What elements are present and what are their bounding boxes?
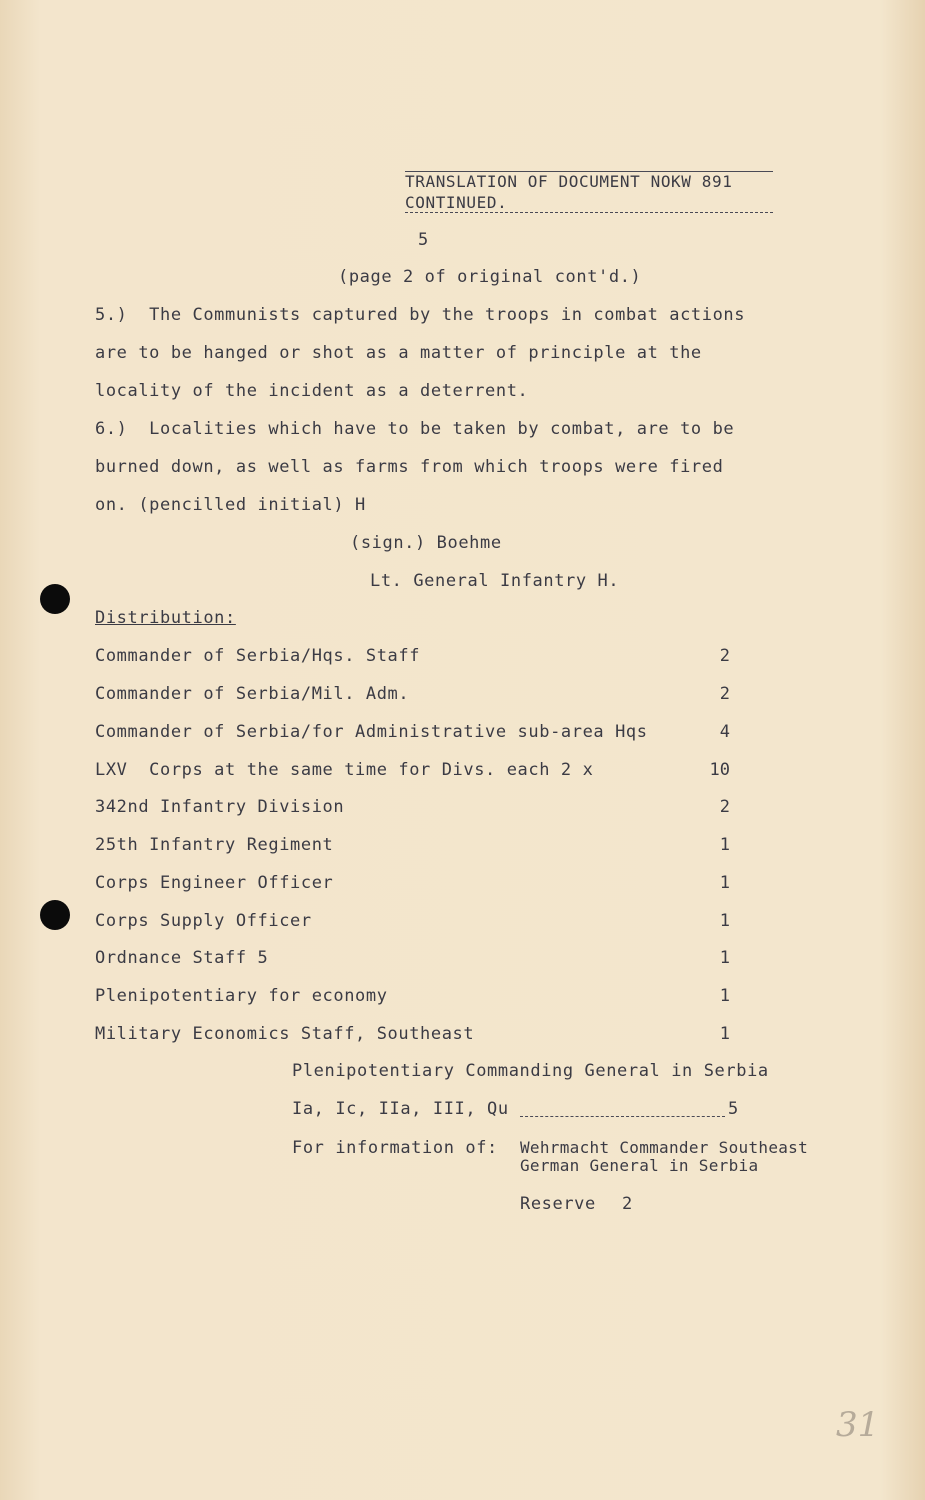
distribution-row-label: 342nd Infantry Division xyxy=(95,797,345,817)
document-title: TRANSLATION OF DOCUMENT NOKW 891 xyxy=(405,172,733,191)
reserve-count: 2 xyxy=(622,1194,633,1214)
paragraph-6-line-2: burned down, as well as farms from which troops were fired xyxy=(95,457,724,477)
distribution-row-label: LXV Corps at the same time for Divs. each 2 x xyxy=(95,760,594,780)
distribution-row-label: Corps Engineer Officer xyxy=(95,873,334,893)
page-number: 5 xyxy=(418,230,429,250)
info-recipient-2: German General in Serbia xyxy=(520,1156,759,1175)
page-note: (page 2 of original cont'd.) xyxy=(338,267,642,287)
distribution-row-count: 1 xyxy=(719,948,730,968)
paragraph-5-line-2: are to be hanged or shot as a matter of principle at the xyxy=(95,343,702,363)
sections-count: 5 xyxy=(728,1099,739,1119)
distribution-row-count: 1 xyxy=(719,986,730,1006)
distribution-row-label: 25th Infantry Regiment xyxy=(95,835,334,855)
info-recipient-1: Wehrmacht Commander Southeast xyxy=(520,1138,809,1157)
signature: (sign.) Boehme xyxy=(350,533,502,553)
paragraph-6-line-3: on. (pencilled initial) H xyxy=(95,495,366,515)
document-title-continued: CONTINUED. xyxy=(405,193,508,212)
distribution-row-count: 1 xyxy=(719,835,730,855)
paragraph-6-line-1: 6.) Localities which have to be taken by combat, are to be xyxy=(95,419,735,439)
info-label: For information of: xyxy=(292,1138,498,1158)
title-underline xyxy=(405,212,773,213)
distribution-row-label: Commander of Serbia/for Administrative sub-area Hqs xyxy=(95,722,648,742)
sections-dash-rule xyxy=(520,1116,725,1117)
sections-line: Ia, Ic, IIa, III, Qu xyxy=(292,1099,509,1119)
distribution-row-count: 1 xyxy=(719,911,730,931)
distribution-row-label: Ordnance Staff 5 xyxy=(95,948,269,968)
distribution-heading: Distribution: xyxy=(95,608,236,628)
distribution-row-count: 1 xyxy=(719,1024,730,1044)
distribution-row-count: 1 xyxy=(719,873,730,893)
title-overline xyxy=(405,171,773,172)
pencil-page-mark: 31 xyxy=(836,1405,880,1445)
distribution-row-label: Commander of Serbia/Hqs. Staff xyxy=(95,646,421,666)
reserve-label: Reserve xyxy=(520,1194,596,1214)
plenipotentiary-line: Plenipotentiary Commanding General in Serbia xyxy=(292,1061,769,1081)
distribution-row-count: 10 xyxy=(709,760,730,780)
distribution-row-count: 2 xyxy=(719,646,730,666)
distribution-row-label: Military Economics Staff, Southeast xyxy=(95,1024,475,1044)
distribution-row-label: Plenipotentiary for economy xyxy=(95,986,388,1006)
distribution-row-count: 2 xyxy=(719,684,730,704)
distribution-row-count: 4 xyxy=(719,722,730,742)
distribution-row-label: Commander of Serbia/Mil. Adm. xyxy=(95,684,410,704)
paragraph-5-line-1: 5.) The Communists captured by the troops in combat actions xyxy=(95,305,746,325)
signature-rank: Lt. General Infantry H. xyxy=(370,571,620,591)
punch-hole-bottom xyxy=(40,900,70,930)
paragraph-5-line-3: locality of the incident as a deterrent. xyxy=(95,381,529,401)
distribution-row-count: 2 xyxy=(719,797,730,817)
distribution-row-label: Corps Supply Officer xyxy=(95,911,312,931)
punch-hole-top xyxy=(40,584,70,614)
